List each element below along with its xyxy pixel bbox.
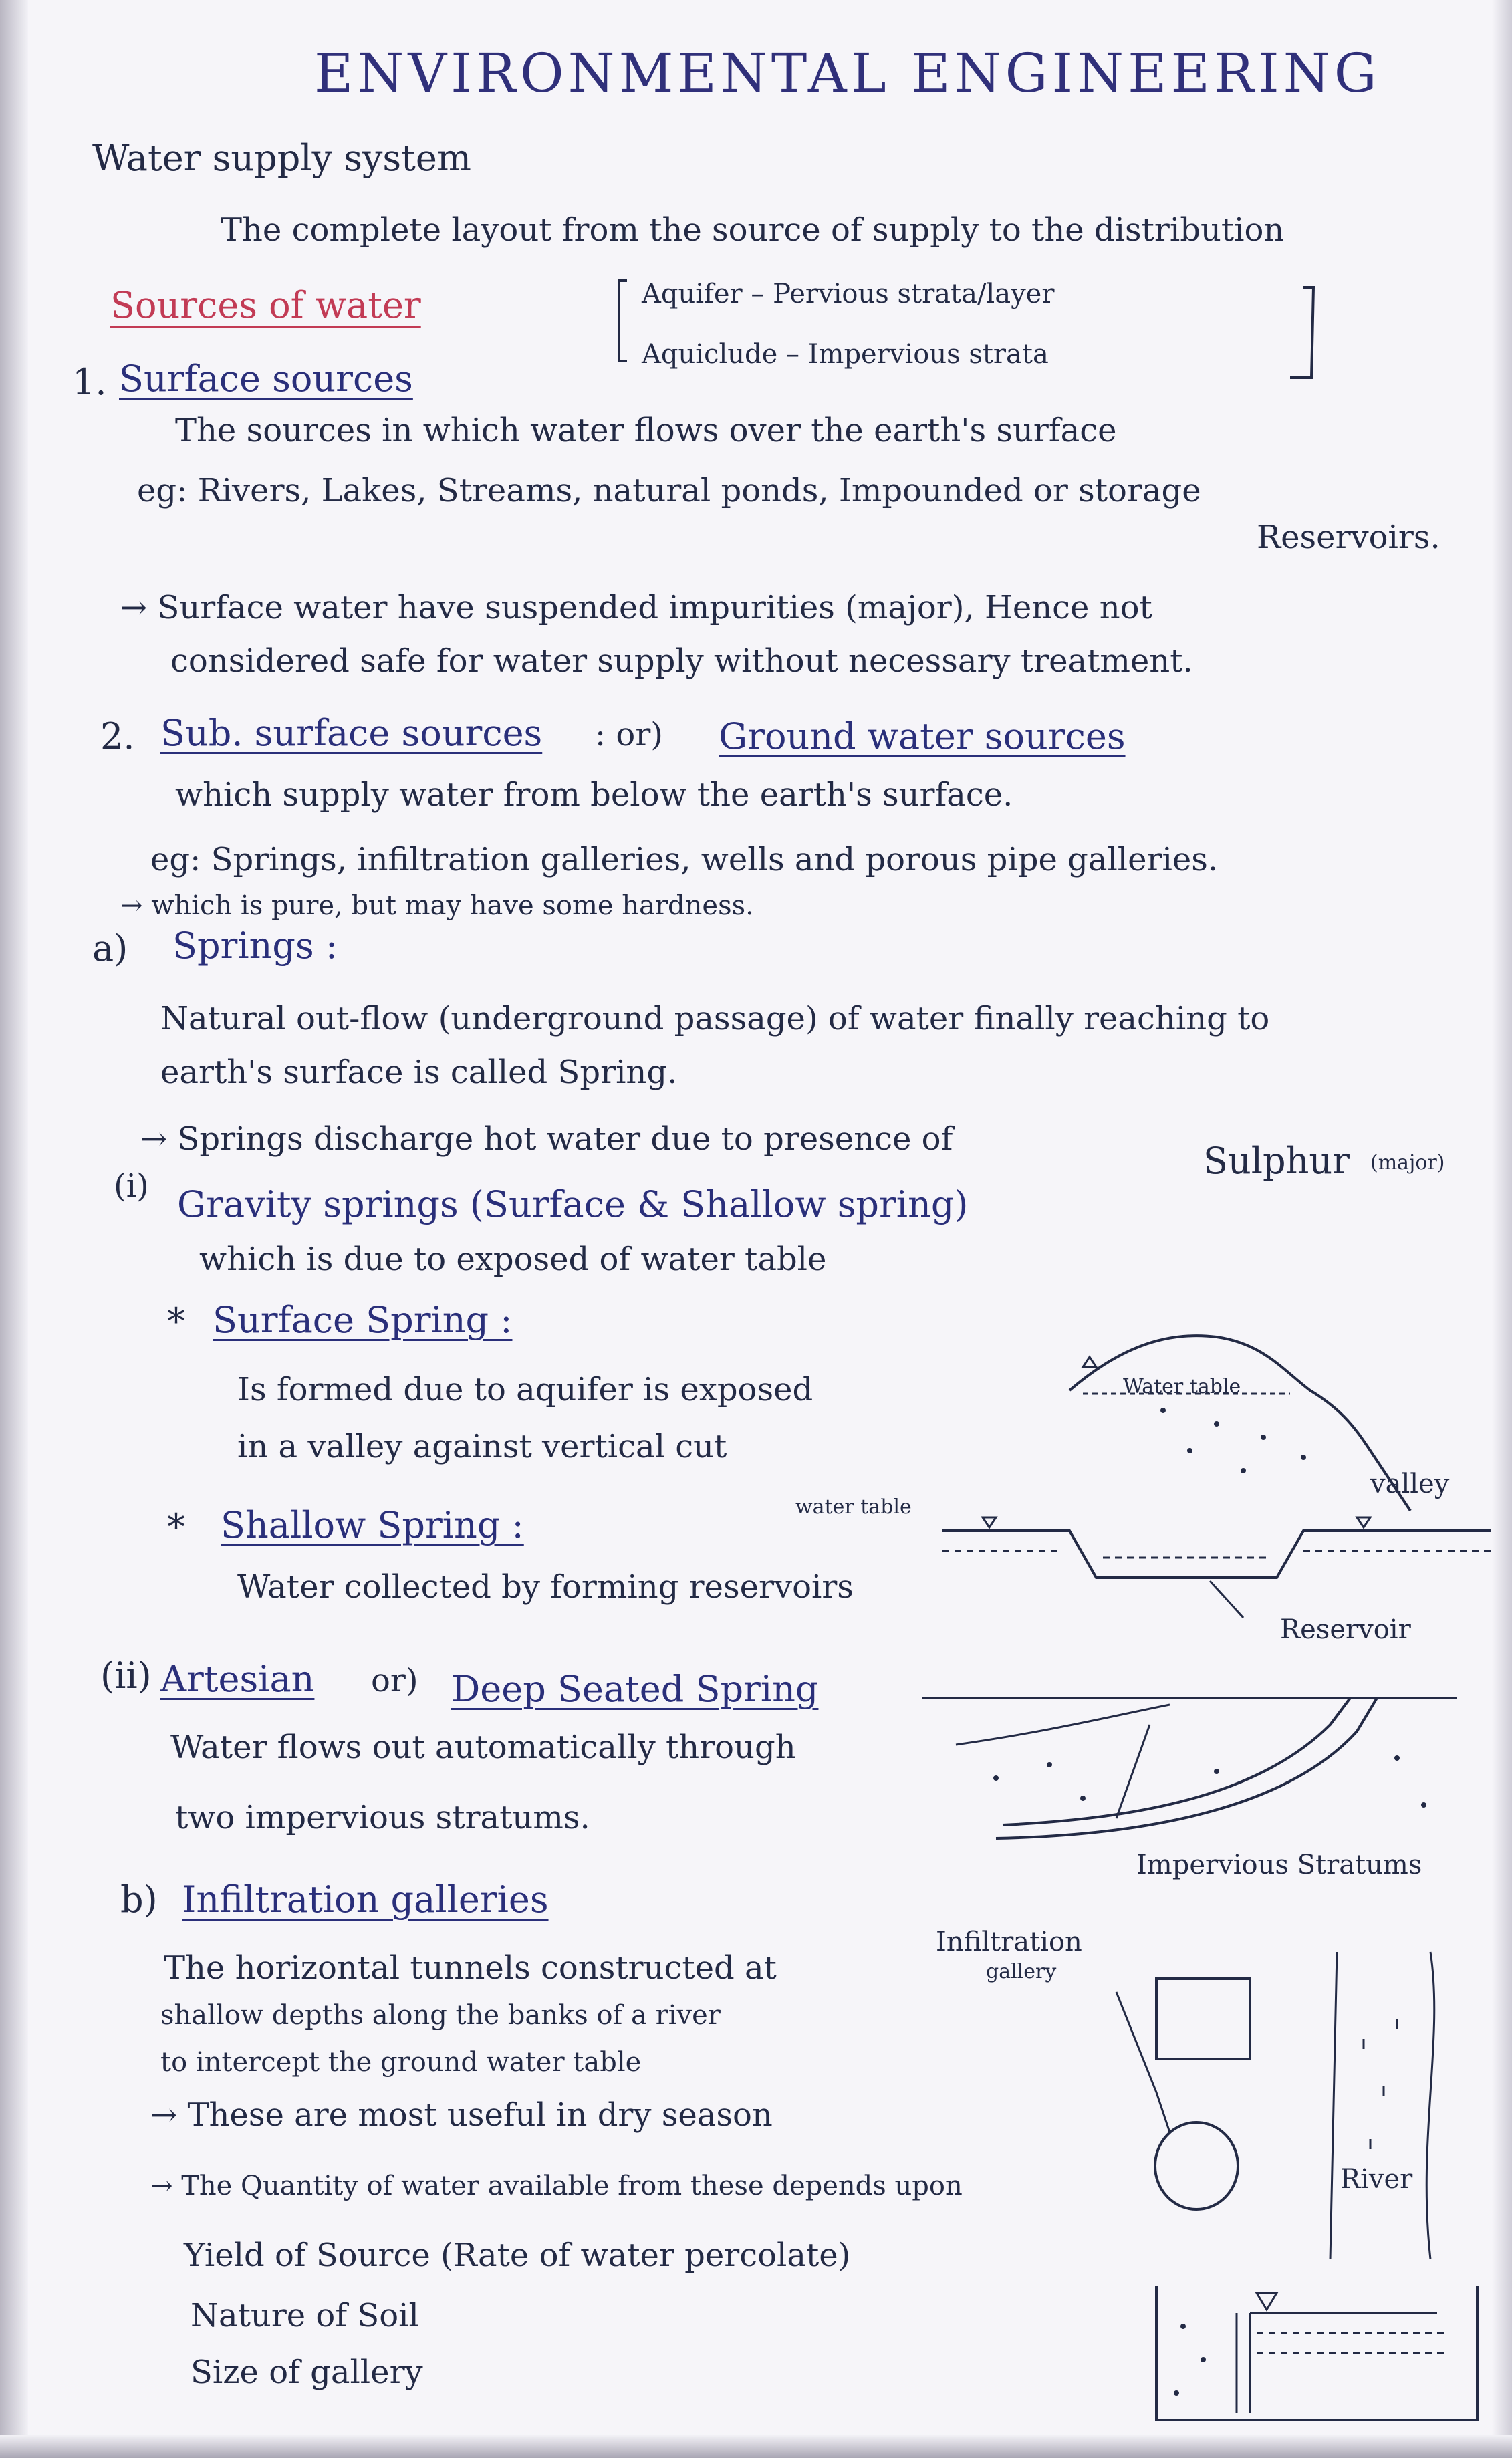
surface-desc: The sources in which water flows over the earth's surface	[175, 412, 1117, 449]
subsurface-heading-num: 2.	[100, 715, 135, 757]
section-title: Water supply system	[92, 137, 471, 179]
gravity-desc: which is due to exposed of water table	[199, 1241, 827, 1278]
artesian-heading-or: or)	[371, 1662, 418, 1699]
surface-spring-heading: Surface Spring :	[213, 1299, 513, 1341]
springs-label: a)	[92, 927, 128, 969]
subsurface-desc: which supply water from below the earth's surface.	[175, 776, 1013, 814]
gallery-section-sketch	[1150, 2273, 1484, 2427]
aquifer-note: Aquifer – Pervious strata/layer	[642, 279, 1055, 310]
surface-spring-bullet: *	[167, 1300, 185, 1342]
surface-examples-2: Reservoirs.	[1257, 519, 1440, 556]
galleries-factor-2: Nature of Soil	[191, 2297, 419, 2334]
sketch-reservoir: Reservoir	[1280, 1614, 1411, 1645]
surface-note-1: → Surface water have suspended impurities (major), Hence not	[120, 589, 1152, 626]
artesian-num: (ii)	[100, 1654, 152, 1697]
page-left-shadow	[0, 0, 28, 2458]
galleries-desc-2: shallow depths along the banks of a river	[160, 2000, 721, 2031]
subsurface-heading: Sub. surface sources	[160, 712, 543, 754]
subsurface-examples: eg: Springs, infiltration galleries, wells and porous pipe galleries.	[150, 841, 1219, 878]
sketch-water-table-1: Water table	[1123, 1375, 1241, 1398]
springs-note-sulphur: Sulphur	[1203, 1140, 1350, 1182]
sketch-gallery-label-1: Infiltration	[936, 1927, 1082, 1957]
subsurface-note: → which is pure, but may have some hardness.	[120, 890, 754, 921]
shallow-spring-heading: Shallow Spring :	[221, 1504, 524, 1546]
page-right-edge	[1492, 0, 1512, 2458]
subsurface-heading-alt: Ground water sources	[719, 715, 1126, 757]
sketch-river: River	[1340, 2164, 1413, 2195]
springs-heading: Springs :	[172, 925, 338, 967]
page-title: ENVIRONMENTAL ENGINEERING	[314, 42, 1381, 104]
sketch-impervious: Impervious Stratums	[1136, 1850, 1422, 1880]
gravity-heading: Gravity springs (Surface & Shallow spring)	[177, 1183, 969, 1225]
springs-note: → Springs discharge hot water due to presence of	[140, 1120, 953, 1158]
springs-note-major: (major)	[1370, 1151, 1445, 1175]
artesian-desc-1: Water flows out automatically through	[170, 1729, 796, 1766]
subsurface-heading-or: : or)	[595, 716, 663, 753]
surface-examples-1: eg: Rivers, Lakes, Streams, natural ponds, Impounded or storage	[137, 472, 1201, 509]
galleries-label: b)	[120, 1878, 158, 1921]
surface-note-2: considered safe for water supply without necessary treatment.	[170, 642, 1193, 680]
galleries-note-2: → The Quantity of water available from these depends upon	[150, 2171, 963, 2201]
surface-spring-desc-2: in a valley against vertical cut	[237, 1428, 727, 1465]
artesian-heading-alt: Deep Seated Spring	[451, 1668, 819, 1710]
page-bottom-shadow	[0, 2435, 1512, 2458]
aquiclude-note: Aquiclude – Impervious strata	[642, 339, 1049, 370]
surface-spring-desc-1: Is formed due to aquifer is exposed	[237, 1371, 813, 1408]
shallow-spring-desc: Water collected by forming reservoirs	[237, 1568, 854, 1606]
sketch-valley: valley	[1370, 1469, 1450, 1499]
sketch-gallery-label-2: gallery	[986, 1960, 1057, 1983]
galleries-heading: Infiltration galleries	[182, 1878, 549, 1921]
gravity-num: (i)	[114, 1167, 149, 1205]
artesian-sketch	[916, 1671, 1464, 1872]
shallow-spring-sketch	[929, 1504, 1504, 1638]
springs-desc-2: earth's surface is called Spring.	[160, 1054, 678, 1091]
sketch-water-table-2: water table	[795, 1495, 912, 1519]
sources-heading: Sources of water	[110, 284, 421, 326]
shallow-spring-bullet: *	[167, 1506, 185, 1548]
galleries-factor-3: Size of gallery	[191, 2354, 423, 2391]
surface-heading: Surface sources	[119, 358, 413, 400]
galleries-note-1: → These are most useful in dry season	[150, 2096, 773, 2134]
galleries-desc-1: The horizontal tunnels constructed at	[164, 1949, 777, 1987]
galleries-desc-3: to intercept the ground water table	[160, 2047, 642, 2078]
surface-heading-num: 1.	[72, 361, 107, 403]
artesian-heading: Artesian	[160, 1658, 315, 1700]
artesian-desc-2: two impervious stratums.	[175, 1799, 590, 1836]
definition-text: The complete layout from the source of supply to the distribution	[221, 211, 1285, 249]
springs-desc-1: Natural out-flow (underground passage) of water finally reaching to	[160, 1000, 1270, 1037]
gallery-sketch	[1096, 1939, 1471, 2259]
galleries-factor-1: Yield of Source (Rate of water percolate)	[184, 2237, 851, 2274]
